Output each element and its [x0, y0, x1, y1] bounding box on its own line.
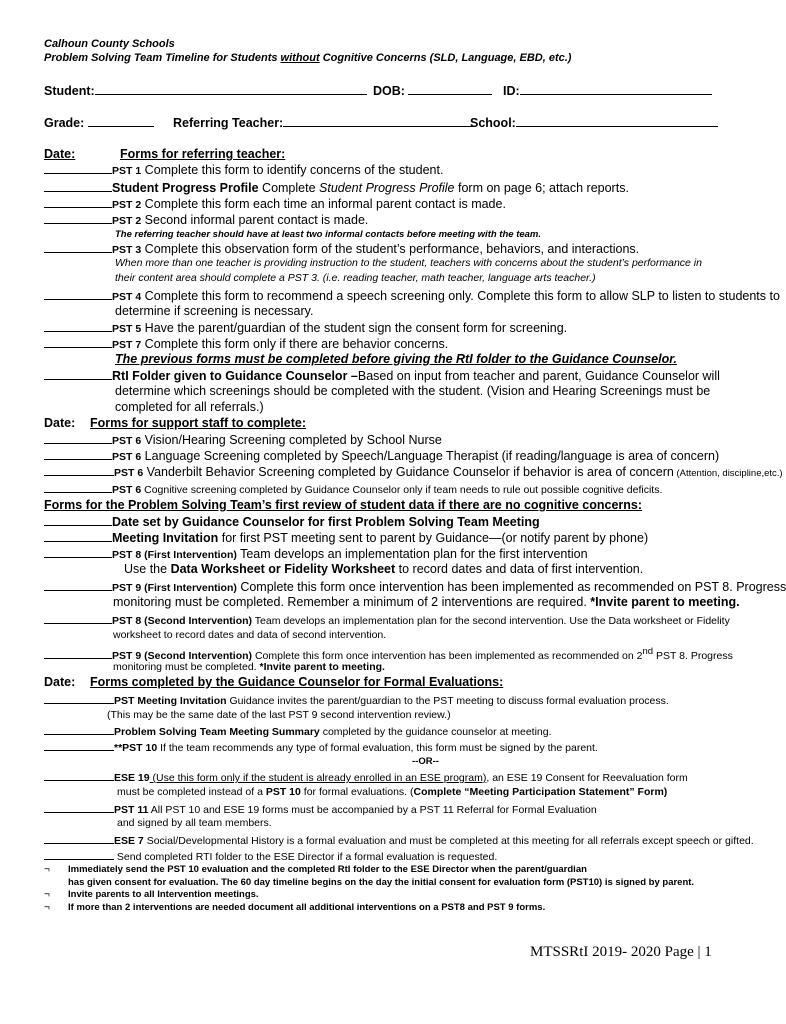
sec1-title: Forms for referring teacher:	[120, 147, 286, 161]
checklist-row[interactable]: PST 6 Language Screening completed by Speech/Language Therapist (if reading/language is area of concern)	[44, 448, 719, 465]
checklist-row[interactable]: PST 4 Complete this form to recommend a speech screening only. Complete this form to allow SLP to listen to students to	[44, 288, 780, 305]
student-field[interactable]: Student:	[44, 83, 367, 99]
page-footer: MTSSRtI 2019- 2020 Page | 1	[530, 944, 712, 960]
pst8-cont: Use the Data Worksheet or Fidelity Worksheet to record dates and data of first intervention.	[124, 562, 644, 576]
note-3: If more than 2 interventions are needed document all additional interventions on a PST8 and PST 9 forms.	[68, 902, 546, 913]
sec3-title: Forms for the Problem Solving Team’s first review of student data if there are no cognitive concerns:	[44, 498, 643, 512]
referring-teacher-field[interactable]: Referring Teacher:	[173, 115, 473, 131]
checklist-row[interactable]: PST 11 All PST 10 and ESE 19 forms must be accompanied by a PST 11 Referral for Formal Evaluation	[44, 801, 597, 818]
checklist-row[interactable]: **PST 10 If the team recommends any type of formal evaluation, this form must be signed by the parent.	[44, 739, 598, 756]
checklist-row[interactable]: RtI Folder given to Guidance Counselor –Based on input from teacher and parent, Guidance Counselor will	[44, 368, 720, 384]
note-1: Immediately send the PST 10 evaluation and the completed RtI folder to the ESE Director when the parent/guardian	[68, 864, 587, 875]
checklist-row[interactable]: PST 9 (First Intervention) Complete this form once intervention has been implemented as recommended on PST 8. Progress	[44, 579, 786, 596]
checklist-row[interactable]: PST 3 Complete this observation form of the student’s performance, behaviors, and interactions.	[44, 241, 639, 258]
checklist-row[interactable]: PST 8 (Second Intervention) Team develops an implementation plan for the second intervention. Use the Data worksheet or Fidelity	[44, 612, 730, 629]
pst3-note: When more than one teacher is providing instruction to the student, teachers with concerns about the student’s performance in	[115, 257, 702, 269]
checklist-row[interactable]: PST 5 Have the parent/guardian of the student sign the consent form for screening.	[44, 320, 567, 337]
checklist-row[interactable]: Send completed RTI folder to the ESE Director if a formal evaluation is requested.	[44, 848, 497, 865]
checklist-row[interactable]: Student Progress Profile Complete Student Progress Profile form on page 6; attach reports.	[44, 180, 629, 196]
checklist-row[interactable]: PST 7 Complete this form only if there are behavior concerns.	[44, 336, 448, 353]
checklist-row[interactable]: ESE 7 Social/Developmental History is a formal evaluation and must be completed at this meeting for all referrals except speech or gifted.	[44, 832, 754, 849]
pst9-cont: monitoring must be completed. Remember a minimum of 2 interventions are required. *Invite parent to meeting.	[113, 595, 740, 609]
checklist-row[interactable]: ESE 19 (Use this form only if the student is already enrolled in an ESE program), an ESE 19 Consent for Reevaluation form	[44, 769, 688, 786]
checklist-row[interactable]: Meeting Invitation for first PST meeting sent to parent by Guidance—(or notify parent by phone)	[44, 530, 648, 546]
pst3-note: their content area should complete a PST 3. (i.e. reading teacher, math teacher, language arts teacher.)	[115, 272, 596, 284]
pst11-cont: and signed by all team members.	[117, 817, 272, 829]
note-informal-contacts: The referring teacher should have at least two informal contacts before meeting with the team.	[115, 229, 542, 240]
checklist-row[interactable]: PST Meeting Invitation Guidance invites the parent/guardian to the PST meeting to discuss formal evaluation process.	[44, 692, 669, 709]
doc-title: Problem Solving Team Timeline for Students without Cognitive Concerns (SLD, Language, EBD, etc.)	[44, 52, 572, 64]
checklist-row[interactable]: PST 9 (Second Intervention) Complete this form once intervention has been implemented as recommended on 2nd PST 8. Progress	[44, 644, 733, 664]
id-field[interactable]: ID:	[503, 83, 712, 99]
checklist-row[interactable]: PST 8 (First Intervention) Team develops an implementation plan for the first intervention	[44, 546, 588, 563]
pst4-cont: determine if screening is necessary.	[115, 304, 314, 318]
previous-forms-note: The previous forms must be completed before giving the RtI folder to the Guidance Counselor.	[115, 352, 677, 366]
checklist-row[interactable]: PST 1 Complete this form to identify concerns of the student.	[44, 162, 443, 179]
pmi-cont: (This may be the same date of the last PST 9 second intervention review.)	[107, 709, 451, 721]
ese19-cont: must be completed instead of a PST 10 for formal evaluations. (Complete “Meeting Participation Statement” Form)	[117, 786, 668, 798]
rti-cont: determine which screenings should be completed with the student. (Vision and Hearing Screenings must be	[115, 384, 711, 398]
sec2-date: Date:	[44, 416, 76, 430]
pst8b-cont: worksheet to record dates and data of second intervention.	[113, 629, 387, 641]
checklist-row[interactable]: PST 2 Second informal parent contact is made.	[44, 212, 368, 229]
rti-cont: completed for all referrals.)	[115, 400, 264, 414]
pst9b-cont: monitoring must be completed. *Invite parent to meeting.	[113, 661, 385, 673]
checklist-row[interactable]: PST 6 Cognitive screening completed by Guidance Counselor only if team needs to rule out possible cognitive deficits.	[44, 481, 662, 498]
or-divider: --OR--	[412, 756, 439, 767]
checklist-row[interactable]: PST 6 Vanderbilt Behavior Screening completed by Guidance Counselor if behavior is area of concern (Attention, discipline,etc.)	[44, 464, 783, 481]
checklist-row[interactable]: PST 6 Vision/Hearing Screening completed by School Nurse	[44, 432, 442, 449]
sec1-date: Date:	[44, 147, 76, 161]
grade-field[interactable]: Grade:	[44, 115, 154, 131]
bullet-icon: ¬	[44, 889, 50, 900]
note-2: Invite parents to all Intervention meetings.	[68, 889, 259, 900]
checklist-row[interactable]: PST 2 Complete this form each time an informal parent contact is made.	[44, 196, 506, 213]
sec4-title: Forms completed by the Guidance Counselor for Formal Evaluations:	[90, 675, 504, 689]
checklist-row[interactable]: Problem Solving Team Meeting Summary completed by the guidance counselor at meeting.	[44, 723, 552, 740]
dob-field[interactable]: DOB:	[373, 83, 492, 99]
sec4-date: Date:	[44, 675, 76, 689]
org-name: Calhoun County Schools	[44, 38, 175, 50]
school-field[interactable]: School:	[470, 115, 718, 131]
bullet-icon: ¬	[44, 902, 50, 913]
sec2-title: Forms for support staff to complete:	[90, 416, 306, 430]
bullet-icon: ¬	[44, 864, 50, 875]
checklist-row[interactable]: Date set by Guidance Counselor for first Problem Solving Team Meeting	[44, 514, 540, 530]
note-1-cont: has given consent for evaluation. The 60 day timeline begins on the day the initial consent for evaluation form (PST10) is signed by parent.	[68, 877, 695, 888]
